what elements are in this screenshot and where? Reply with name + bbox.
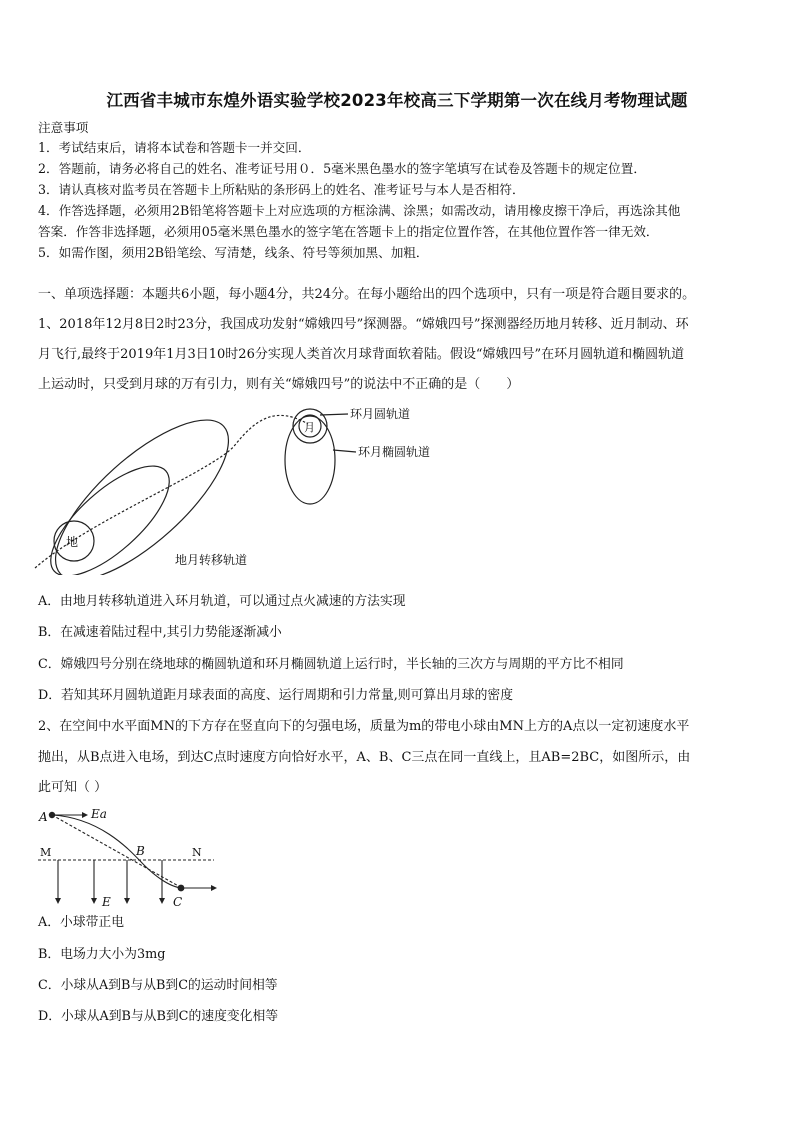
notice-item: 答案．作答非选择题，必须用05毫米黑色墨水的签字笔在答题卡上的指定位置作答，在其他位置作答一律无效． [38,224,659,239]
point-n-label: N [192,846,202,859]
point-b-label: B [136,844,145,858]
q2-option-b: B．电场力大小为3mg [38,947,166,962]
point-c-label: C [173,895,183,909]
notice-item: 2．答题前，请务必将自己的姓名、准考证号用０．5毫米黑色墨水的签字笔填写在试卷及答题卡的规定位置． [38,161,646,176]
notice-item: 1．考试结束后，请将本试卷和答题卡一并交回． [38,140,311,155]
q1-option-c: C．嫦娥四号分别在绕地球的椭圆轨道和环月椭圆轨道上运行时，半长轴的三次方与周期的平方比不相同 [38,657,624,672]
question-1-line: 1、2018年12月8日2时23分，我国成功发射“嫦娥四号”探测器。“嫦娥四号”探测器经历地月转移、近月制动、环 [38,317,689,332]
transfer-orbit-label: 地月转移轨道 [175,553,248,567]
question-2-line: 2、在空间中水平面MN的下方存在竖直向下的匀强电场，质量为m的带电小球由MN上方的A点以一定初速度水平 [38,719,690,734]
q2-option-c: C．小球从A到B与从B到C的运动时间相等 [38,978,278,993]
earth-label: 地 [66,535,79,549]
pointer-line [333,450,356,452]
question-2-line: 此可知（ ） [38,780,108,795]
notice-item: 3．请认真核对监考员在答题卡上所粘贴的条形码上的姓名、准考证号与本人是否相符． [38,182,525,197]
q1-option-d: D．若知其环月圆轨道距月球表面的高度、运行周期和引力常量,则可算出月球的密度 [38,688,514,703]
arrow-head [82,812,88,818]
question-1-line: 上运动时，只受到月球的万有引力，则有关“嫦娥四号”的说法中不正确的是（ ） [38,377,520,392]
elliptical-orbit-label: 环月椭圆轨道 [358,445,431,459]
ea-label: Ea [91,807,107,821]
notice-item: 4．作答选择题，必须用2B铅笔将答题卡上对应选项的方框涂满、涂黑；如需改动，请用橡皮擦干净后，再选涂其他 [38,203,681,218]
notice-heading: 注意事项 [38,120,89,135]
orbit-diagram [30,400,450,575]
arrow-head [124,898,130,904]
q2-option-d: D．小球从A到B与从B到C的速度变化相等 [38,1009,279,1024]
ball-a [49,812,55,818]
trajectory-diagram [34,800,224,910]
arrow-head [91,898,97,904]
page-title: 江西省丰城市东煌外语实验学校2023年校高三下学期第一次在线月考物理试题 [106,91,688,110]
arrow-head [55,898,61,904]
q1-option-a: A．由地月转移轨道进入环月轨道，可以通过点火减速的方法实现 [38,594,406,609]
q1-option-b: B．在减速着陆过程中,其引力势能逐渐减小 [38,625,282,640]
middle-earth-ellipse [34,449,186,575]
circular-orbit-label: 环月圆轨道 [350,407,411,421]
notice-item: 5．如需作图，须用2B铅笔绘、写清楚，线条、符号等须加黑、加粗． [38,245,429,260]
moon-label: 月 [304,421,315,434]
pointer-line [320,414,348,415]
field-e-label: E [102,895,111,909]
ball-c [178,885,185,892]
point-a-label: A [39,810,48,824]
arrow-head [159,898,165,904]
question-1-line: 月飞行,最终于2019年1月3日10时26分实现人类首次月球背面软着陆。假设“嫦娥四号”在环月圆轨道和椭圆轨道 [38,347,685,362]
q2-option-a: A．小球带正电 [38,915,125,930]
point-m-label: M [40,846,52,859]
arrow-head [211,885,217,891]
section-heading: 一、单项选择题：本题共6小题，每小题4分，共24分。在每小题给出的四个选项中，只有一项是符合题目要求的。 [38,287,696,302]
question-2-line: 抛出，从B点进入电场，到达C点时速度方向恰好水平，A、B、C三点在同一直线上，且AB=2BC，如图所示，由 [38,750,691,765]
